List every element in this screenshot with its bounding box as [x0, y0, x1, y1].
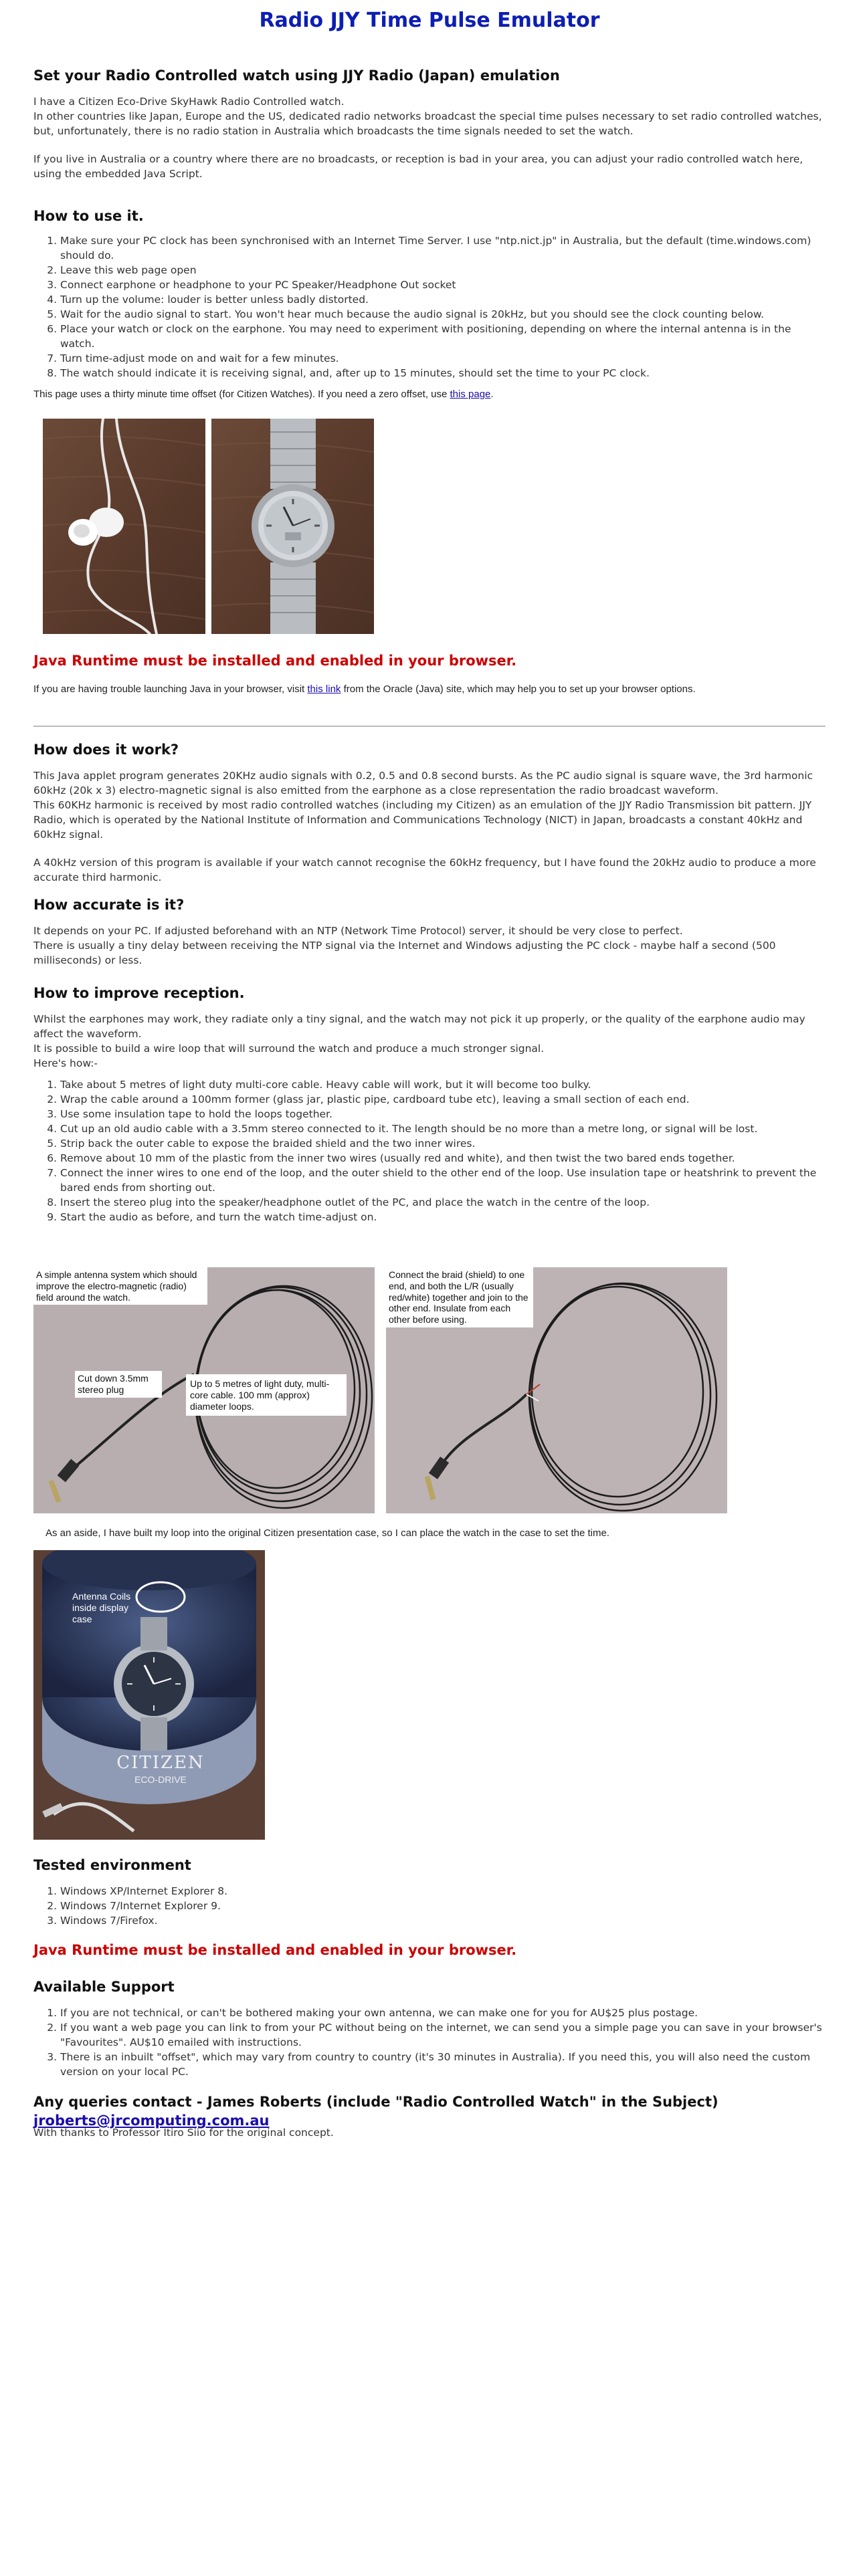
list-item: 5. Wait for the audio signal to start. You won't hear much because the audio signal is 20kHz, but you should see the clock counting below.	[60, 307, 826, 322]
java-trouble-note	[33, 682, 826, 696]
list-item: 7. Connect the inner wires to one end of the loop, and the outer shield to the other end of the loop. Use insulation tape or heatshrink to prevent the bared ends from shorting out.	[60, 1166, 826, 1195]
list-item: 1. Take about 5 metres of light duty multi-core cable. Heavy cable will work, but it will become too bulky.	[60, 1077, 826, 1092]
support-list	[33, 2006, 826, 2079]
intro-line-1: I have a Citizen Eco-Drive SkyHawk Radio Controlled watch.	[33, 96, 345, 108]
page-title: Radio JJY Time Pulse Emulator	[259, 9, 600, 32]
list-item: 1. If you are not technical, or can't be bothered making your own antenna, we can make one for you for AU$25 plus postage.	[60, 2006, 826, 2020]
java-trouble-text: If you are having trouble launching Java in your browser, visit	[33, 683, 308, 695]
reception-heading: How to improve reception.	[33, 985, 245, 1001]
accuracy-heading: How accurate is it?	[33, 897, 185, 913]
howto-steps	[33, 233, 826, 381]
antenna-caption: A simple antenna system which should improve the electro-magnetic (radio) field around the watch.	[33, 1267, 207, 1305]
list-item: 2. Windows 7/Internet Explorer 9.	[60, 1899, 826, 1913]
thanks-note: With thanks to Professor Itiro Siio for the original concept.	[33, 2127, 334, 2139]
reception-steps	[33, 1077, 826, 1224]
list-item: 1. Make sure your PC clock has been synchronised with an Internet Time Server. I use "ntp.nict.jp" in Australia, but the default (time.windows.com) should do.	[60, 233, 826, 263]
support-section	[33, 1978, 826, 2079]
list-item: 3. There is an inbuilt "offset", which may vary from country to country (it's 30 minutes in Australia). If you need this, you will also need the custom version on your local PC.	[60, 2050, 826, 2079]
howto-heading: How to use it.	[33, 208, 144, 224]
case-brand-logo: CITIZEN	[116, 1753, 205, 1773]
list-item: 3. Use some insulation tape to hold the loops together.	[60, 1107, 826, 1121]
java-section	[33, 652, 826, 697]
offset-text: This page uses a thirty minute time offset (for Citizen Watches). If you need a zero offset, use	[33, 389, 450, 401]
list-item: 4. Cut up an old audio cable with a 3.5mm stereo connected to it. The length should be no more than a metre long, or signal will be lost.	[60, 1121, 826, 1136]
list-item: 2. Wrap the cable around a 100mm former (glass jar, plastic pipe, cardboard tube etc), leaving a small section of each end.	[60, 1092, 826, 1107]
how-section	[33, 741, 826, 885]
list-item: 3. Connect earphone or headphone to your PC Speaker/Headphone Out socket	[60, 278, 826, 292]
list-item: 7. Turn time-adjust mode on and wait for a few minutes.	[60, 351, 826, 366]
support-heading: Available Support	[33, 1979, 175, 1995]
case-sub-logo: ECO-DRIVE	[134, 1774, 187, 1785]
list-item: 1. Windows XP/Internet Explorer 8.	[60, 1884, 826, 1899]
java-warning-2-section	[33, 1941, 826, 1959]
reception-paragraph-3: Here's how:-	[33, 1057, 98, 1070]
contact-email-link[interactable]: jroberts@jrcomputing.com.au	[33, 2113, 270, 2129]
java-warning: Java Runtime must be installed and enabled in your browser.	[33, 653, 517, 669]
intro-heading: Set your Radio Controlled watch using JJY Radio (Japan) emulation	[33, 68, 560, 84]
plug-caption: Cut down 3.5mm stereo plug	[75, 1371, 162, 1398]
list-item: 9. Start the audio as before, and turn the watch time-adjust on.	[60, 1210, 826, 1224]
list-item: 4. Turn up the volume: louder is better unless badly distorted.	[60, 292, 826, 307]
how-paragraph-3: A 40kHz version of this program is available if your watch cannot recognise the 60kHz frequency, but I have found the 20kHz audio to produce a more accurate third harmonic.	[33, 857, 816, 884]
braid-caption: Connect the braid (shield) to one end, and both the L/R (usually red/white) together and join to the other end. Insulate from each other before using.	[386, 1267, 533, 1327]
reception-paragraph-2: It is possible to build a wire loop that will surround the watch and produce a much stronger signal.	[33, 1043, 545, 1055]
earphone-photo	[43, 419, 205, 634]
case-aside: As an aside, I have built my loop into the original Citizen presentation case, so I can place the watch in the case to set the time.	[45, 1527, 609, 1539]
intro-line-2: In other countries like Japan, Europe and the US, dedicated radio networks broadcast the special time pulses necessary to set radio controlled watches, but, unfortunately, there is no radio station in Australia which broadcasts the time signals needed to set the watch.	[33, 110, 822, 138]
how-heading: How does it work?	[33, 742, 179, 758]
how-paragraph-1: This Java applet program generates 20KHz audio signals with 0.2, 0.5 and 0.8 second bursts. As the PC audio signal is square wave, the 3rd harmonic 60kHz (20k x 3) electro-magnetic signal is also emitted from the earphone as a close representation the radio broadcast waveform.	[33, 770, 814, 797]
list-item: 6. Remove about 10 mm of the plastic from the inner two wires (usually red and white), and then twist the two bared ends together.	[60, 1151, 826, 1166]
accuracy-section	[33, 896, 826, 968]
coils-caption: Antenna Coils inside display case	[72, 1591, 131, 1624]
section-divider	[33, 726, 826, 727]
list-item: 6. Place your watch or clock on the earphone. You may need to experiment with positioning, depending on where the internal antenna is in the watch.	[60, 322, 826, 351]
oracle-java-link[interactable]: this link	[307, 683, 341, 695]
list-item: 2. If you want a web page you can link to from your PC without being on the internet, we can send you a simple page you can save in your browser's "Favourites". AU$10 emailed with instructions.	[60, 2020, 826, 2050]
offset-note	[33, 387, 826, 401]
offset-end: .	[490, 389, 494, 401]
java-warning-2: Java Runtime must be installed and enabled in your browser.	[33, 1942, 517, 1958]
list-item: 3. Windows 7/Firefox.	[60, 1913, 826, 1928]
accuracy-paragraph-1: It depends on your PC. If adjusted beforehand with an NTP (Network Time Protocol) server, it should be very close to perfect.	[33, 925, 683, 938]
list-item: 5. Strip back the outer cable to expose the braided shield and the two inner wires.	[60, 1136, 826, 1151]
tested-list	[33, 1884, 826, 1928]
howto-section	[33, 207, 826, 402]
list-item: 8. Insert the stereo plug into the speaker/headphone outlet of the PC, and place the watch in the centre of the loop.	[60, 1195, 826, 1210]
zero-offset-link[interactable]: this page	[450, 389, 491, 401]
list-item: 8. The watch should indicate it is receiving signal, and, after up to 15 minutes, should set the time to your PC clock.	[60, 366, 826, 381]
cable-caption: Up to 5 metres of light duty, multi-core cable. 100 mm (approx) diameter loops.	[186, 1374, 347, 1416]
list-item: 2. Leave this web page open	[60, 263, 826, 278]
intro-section	[33, 67, 826, 181]
tested-heading: Tested environment	[33, 1857, 191, 1873]
accuracy-paragraph-2: There is usually a tiny delay between receiving the NTP signal via the Internet and Windows adjusting the PC clock - maybe half a second (500 milliseconds) or less.	[33, 940, 776, 967]
contact-heading: Any queries contact - James Roberts (include "Radio Controlled Watch" in the Subject)	[33, 2094, 719, 2110]
how-paragraph-2: This 60KHz harmonic is received by most radio controlled watches (including my Citizen) as an emulation of the JJY Radio Transmission bit pattern. JJY Radio, which is operated by the National Institute of Information and Communications Technology (NICT) in Japan, broadcasts a constant 40kHz and 60kHz signal.	[33, 799, 812, 841]
java-trouble-end: from the Oracle (Java) site, which may help you to set up your browser options.	[341, 683, 696, 695]
reception-section	[33, 984, 826, 1224]
intro-line-3: If you live in Australia or a country where there are no broadcasts, or reception is bad in your area, you can adjust your radio controlled watch here, using the embedded Java Script.	[33, 153, 803, 181]
citizen-case-photo	[33, 1550, 265, 1840]
tested-section	[33, 1856, 826, 1928]
reception-paragraph-1: Whilst the earphones may work, they radiate only a tiny signal, and the watch may not pick it up properly, or the quality of the earphone audio may affect the waveform.	[33, 1013, 805, 1041]
watch-photo	[211, 419, 374, 634]
